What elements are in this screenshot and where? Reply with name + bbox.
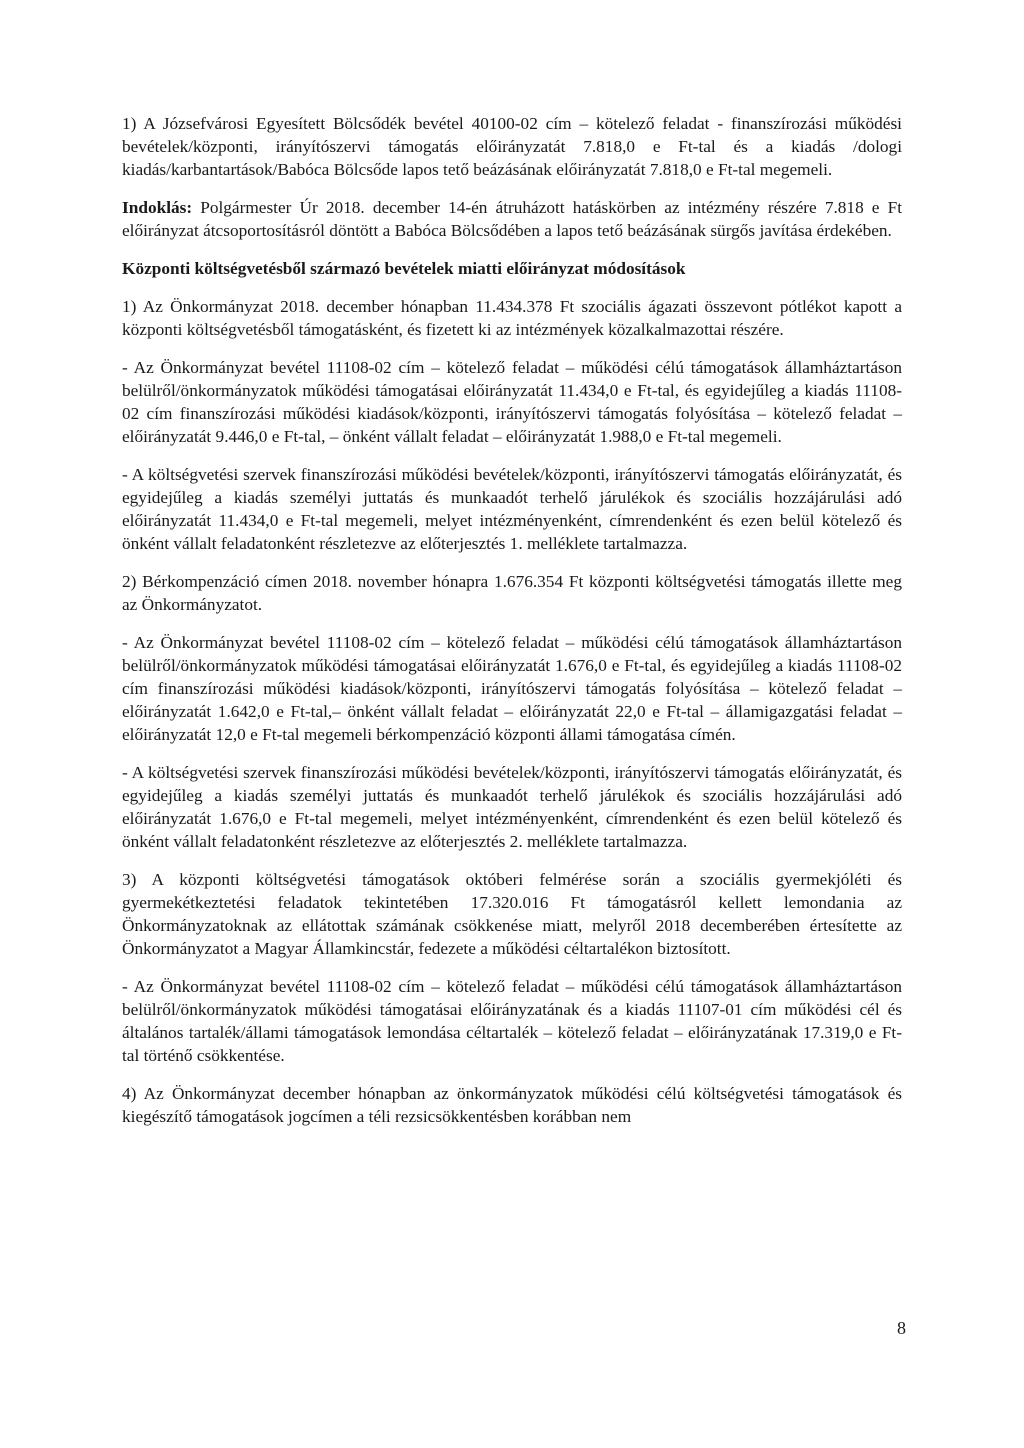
section-paragraph-8: - Az Önkormányzat bevétel 11108-02 cím – kötelező feladat – működési célú támogatások államháztartáson belülről/önkormányzatok működési támogatásai előirányzatának és a kiadás 11107-01 cím működési cél és általános tartalék/állami támogatások lemondása céltartalék – kötelező feladat – előirányzatának 17.319,0 e Ft-tal történő csökkentése. [122, 977, 902, 1065]
section-paragraph-3: - A költségvetési szervek finanszírozási működési bevételek/központi, irányítószervi támogatás előirányzatát, és egyidejűleg a kiadás személyi juttatás és munkaadót terhelő járulékok és szociális hozzájárulási adó előirányzatát 11.434,0 e Ft-tal megemeli, melyet intézményenként, címrendenként és ezen belül kötelező és önként vállalt feladatonként részletezve az előterjesztés 1. melléklete tartalmazza. [122, 465, 902, 553]
justification-text: Polgármester Úr 2018. december 14-én átruházott hatáskörben az intézmény részére 7.818 e Ft előirányzat átcsoportosításról döntött a Babóca Bölcsődében a lapos tető beázásának sürgős javítása érdekében. [122, 198, 902, 240]
section-paragraph-4: 2) Bérkompenzáció címen 2018. november hónapra 1.676.354 Ft központi költségvetési támogatás illette meg az Önkormányzatot. [122, 572, 902, 614]
page-number: 8 [897, 1318, 906, 1338]
section-paragraph-9: 4) Az Önkormányzat december hónapban az önkormányzatok működési célú költségvetési támogatások és kiegészítő támogatások jogcímen a téli rezsicsökkentésben korábban nem [122, 1084, 902, 1126]
section-paragraph-7: 3) A központi költségvetési támogatások októberi felmérése során a szociális gyermekjóléti és gyermekétkeztetési feladatok tekintetében 17.320.016 Ft támogatásról kellett lemondania az Önkormányzatoknak az ellátottak számának csökkenése miatt, melyről 2018 decemberében értesítette az Önkormányzatot a Magyar Államkincstár, fedezete a működési céltartalékon biztosított. [122, 870, 902, 958]
paragraph-justification [122, 196, 902, 242]
document-body [122, 112, 902, 1143]
section-paragraph-5: - Az Önkormányzat bevétel 11108-02 cím – kötelező feladat – működési célú támogatások államháztartáson belülről/önkormányzatok működési támogatásai előirányzatát 1.676,0 e Ft-tal, és egyidejűleg a kiadás 11108-02 cím finanszírozási működési kiadások/központi, irányítószervi támogatás folyósítása – kötelező feladat – előirányzatát 1.642,0 e Ft-tal,– önként vállalt feladat – előirányzatát 22,0 e Ft-tal – államigazgatási feladat – előirányzatát 12,0 e Ft-tal megemeli bérkompenzáció központi állami támogatása címén. [122, 633, 902, 744]
section-paragraph-2: - Az Önkormányzat bevétel 11108-02 cím – kötelező feladat – működési célú támogatások államháztartáson belülről/önkormányzatok működési támogatásai előirányzatát 11.434,0 e Ft-tal, és egyidejűleg a kiadás 11108-02 cím finanszírozási működési kiadások/központi, irányítószervi támogatás folyósítása – kötelező feladat – előirányzatát 9.446,0 e Ft-tal, – önként vállalt feladat – előirányzatát 1.988,0 e Ft-tal megemeli. [122, 358, 902, 446]
paragraph-1: 1) A Józsefvárosi Egyesített Bölcsődék bevétel 40100-02 cím – kötelező feladat - finanszírozási működési bevételek/központi, irányítószervi támogatás előirányzatát 7.818,0 e Ft-tal és a kiadás /dologi kiadás/karbantartások/Babóca Bölcsőde lapos tető beázásának előirányzatát 7.818,0 e Ft-tal megemeli. [122, 114, 902, 179]
section-paragraph-6: - A költségvetési szervek finanszírozási működési bevételek/központi, irányítószervi támogatás előirányzatát, és egyidejűleg a kiadás személyi juttatás és munkaadót terhelő járulékok és szociális hozzájárulási adó előirányzatát 1.676,0 e Ft-tal megemeli, melyet intézményenként, címrendenként és ezen belül kötelező és önként vállalt feladatonként részletezve az előterjesztés 2. melléklete tartalmazza. [122, 763, 902, 851]
section-paragraph-1: 1) Az Önkormányzat 2018. december hónapban 11.434.378 Ft szociális ágazati összevont pótlékot kapott a központi költségvetésből támogatásként, és fizetett ki az intézmények közalkalmazottai részére. [122, 297, 902, 339]
section-heading: Központi költségvetésből származó bevételek miatti előirányzat módosítások [122, 259, 686, 278]
justification-label: Indoklás: [122, 198, 193, 217]
